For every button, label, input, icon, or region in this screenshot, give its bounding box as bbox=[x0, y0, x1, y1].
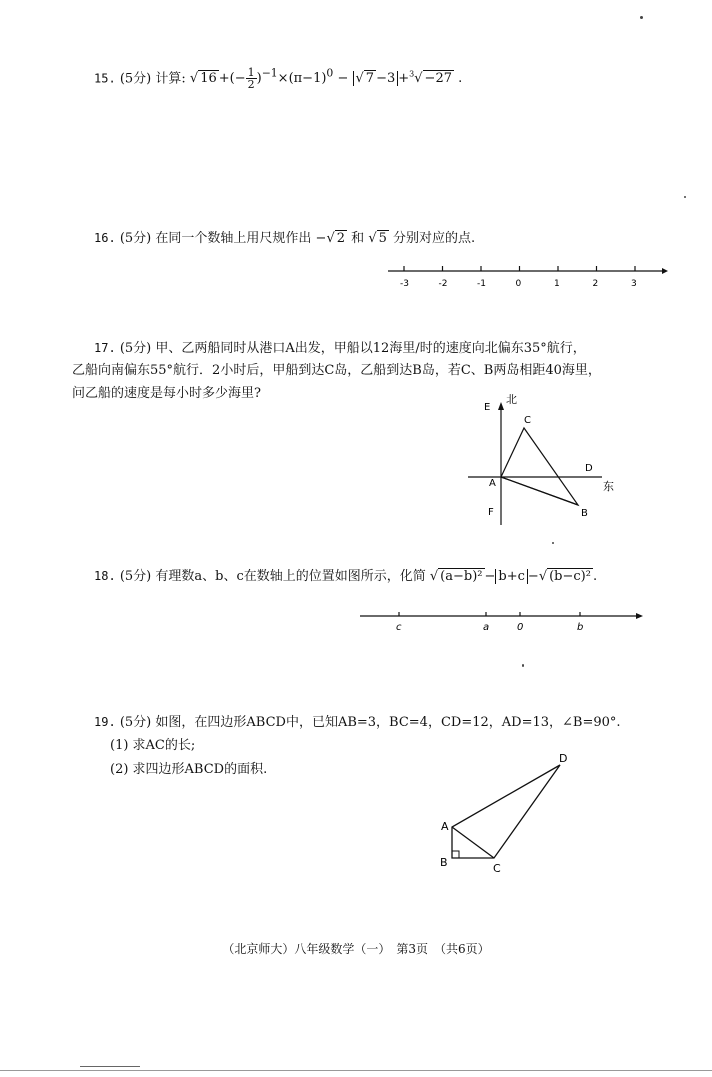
label-A: A bbox=[489, 478, 496, 489]
label-B: B bbox=[440, 856, 448, 869]
axis-point-label: 0 bbox=[517, 622, 524, 633]
question-17: 17. (5分) 甲、乙两船同时从港口A出发，甲船以12海里/时的速度向北偏东35°航行， bbox=[94, 341, 586, 356]
question-19-part1: (1) 求AC的长; bbox=[110, 738, 196, 753]
diagonal-ac bbox=[452, 827, 494, 858]
label-D: D bbox=[559, 752, 568, 765]
page-footer: （北京师大）八年级数学（一） 第3页 （共6页） bbox=[222, 942, 490, 956]
question-18: 18. (5分) 有理数a、b、c在数轴上的位置如图所示，化简 √ (a−b)² − b+c −√ (b−c)² . bbox=[94, 569, 598, 584]
question-19-part2: (2) 求四边形ABCD的面积. bbox=[110, 762, 268, 777]
axis-tick-label: -1 bbox=[477, 279, 486, 289]
question-points: (5分) bbox=[119, 71, 152, 87]
question-number: 16. bbox=[94, 231, 116, 245]
question-number: 17. bbox=[94, 341, 116, 355]
question-points: (5分) bbox=[119, 341, 152, 356]
question-19: 19. (5分) 如图，在四边形ABCD中，已知AB=3，BC=4，CD=12，AD=13，∠B=90°. bbox=[94, 715, 621, 730]
math-expression: √ 16 +(− $\frac{1}{2}$ )$^{-1}\times(\pi-1)^0$ − √ 7 −3 +$^3$√ −27 . bbox=[189, 66, 463, 92]
axis-tick-label: 3 bbox=[631, 279, 637, 289]
question-17-line3: 问乙船的速度是每小时多少海里? bbox=[72, 386, 261, 401]
absolute-value: √ 7 −3 bbox=[353, 71, 399, 86]
question-points: (5分) bbox=[119, 231, 152, 246]
quadrilateral-abcd bbox=[452, 765, 560, 858]
question-number: 19. bbox=[94, 715, 116, 729]
label-B: B bbox=[581, 508, 588, 519]
label-E: E bbox=[484, 402, 491, 413]
scan-edge-line bbox=[80, 1066, 140, 1067]
triangle-acb bbox=[501, 428, 578, 505]
label-D: D bbox=[585, 463, 593, 474]
question-number: 15. bbox=[94, 71, 116, 86]
axis-point-label: c bbox=[396, 622, 402, 633]
question-17-line2: 乙船向南偏东55°航行．2小时后，甲船到达C岛，乙船到达B岛，若C、B两岛相距40海里， bbox=[72, 363, 601, 378]
question-15 bbox=[94, 64, 462, 90]
scan-speck bbox=[552, 542, 554, 544]
question-points: (5分) bbox=[119, 715, 152, 730]
sqrt-2: 2 bbox=[336, 231, 346, 246]
right-angle-mark bbox=[452, 851, 459, 858]
axis-tick-label: 1 bbox=[554, 279, 560, 289]
label-C: C bbox=[524, 415, 531, 426]
question-16: 16. (5分) 在同一个数轴上用尺规作出 −√ 2 和 √ 5 分别对应的点. bbox=[94, 231, 476, 246]
sqrt-16: 16 bbox=[200, 71, 217, 87]
question-prompt: 计算: bbox=[155, 71, 186, 87]
sqrt-5: 5 bbox=[378, 231, 387, 246]
question-number: 18. bbox=[94, 569, 116, 583]
axis-tick-label: -3 bbox=[400, 279, 409, 289]
scan-speck bbox=[684, 196, 686, 198]
question-points: (5分) bbox=[119, 569, 152, 584]
axis-tick-label: 2 bbox=[592, 279, 599, 289]
axis-point-label: b bbox=[577, 622, 584, 633]
label-C: C bbox=[493, 862, 501, 875]
label-north: 北 bbox=[506, 393, 517, 406]
scan-speck bbox=[640, 16, 643, 19]
label-A: A bbox=[441, 820, 449, 833]
label-east: 东 bbox=[603, 480, 614, 493]
scan-speck bbox=[522, 664, 524, 667]
scan-bottom-line bbox=[0, 1070, 712, 1071]
cube-root: −27 bbox=[424, 71, 452, 87]
axis-tick-label: 0 bbox=[515, 279, 522, 289]
axis-tick-label: -2 bbox=[438, 279, 448, 289]
label-F: F bbox=[488, 507, 494, 518]
fraction-half: $\frac{1}{2}$ bbox=[247, 66, 255, 92]
axis-point-label: a bbox=[483, 622, 490, 633]
